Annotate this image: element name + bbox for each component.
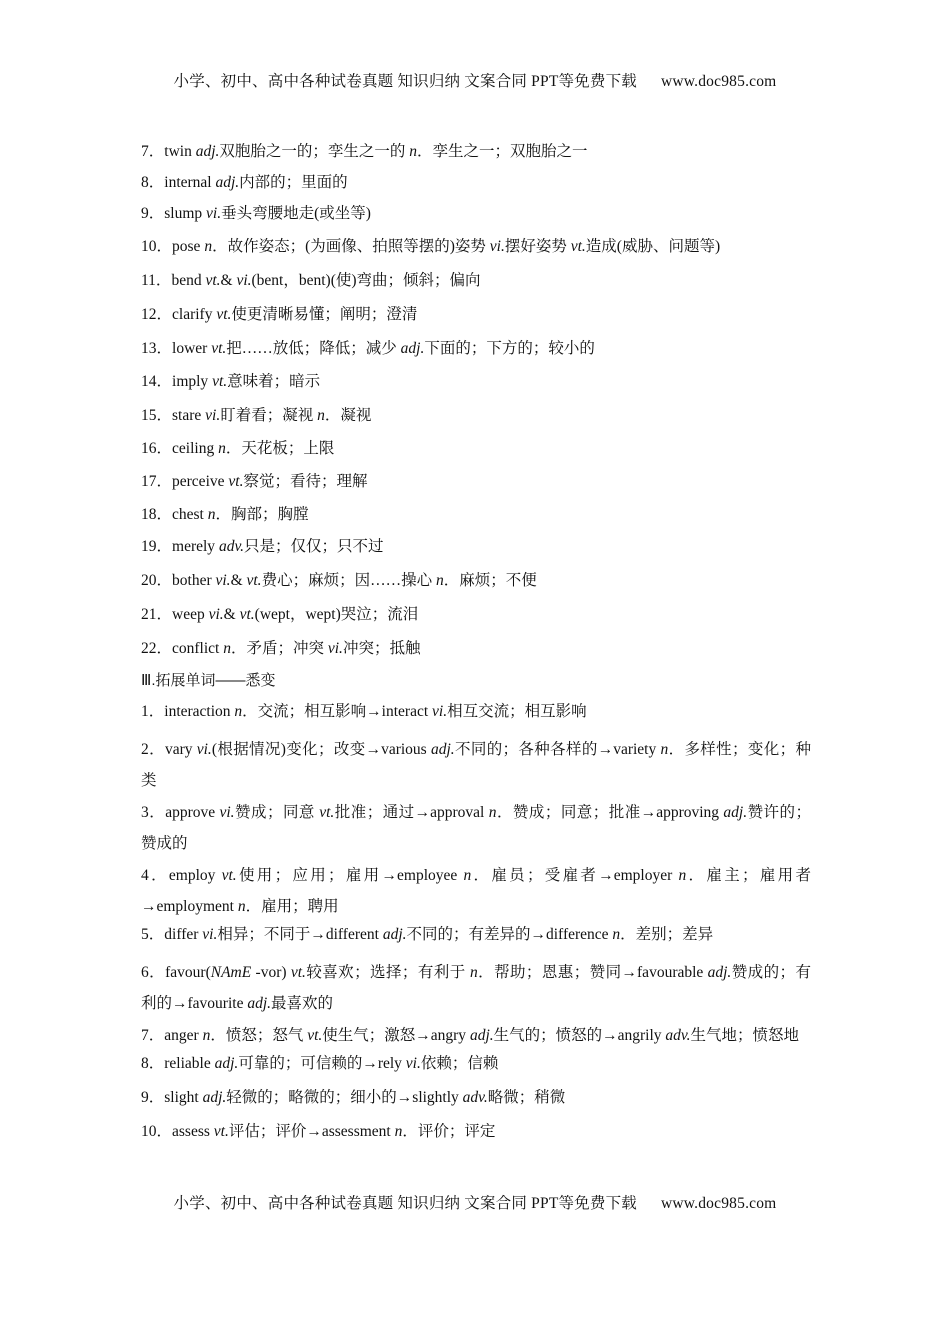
extend-item-6: 6．favour(NAmE -vor) vt.较喜欢；选择；有利于 n．帮助；恩惠；赞同→favourable adj.赞成的；有利的→favourite adj.最喜欢的 xyxy=(141,964,811,1012)
vocab-item-9: 9．slump vi.垂头弯腰地走(或坐等) xyxy=(141,205,371,222)
vocab-item-21: 21．weep vi.& vt.(wept，wept)哭泣；流泪 xyxy=(141,606,419,623)
vocab-item-20: 20．bother vi.& vt.费心；麻烦；因……操心 n．麻烦；不便 xyxy=(141,572,537,589)
extend-item-3: 3．approve vi.赞成；同意 vt.批准；通过→approval n．赞成；同意；批准→approving adj.赞许的；赞成的 xyxy=(141,804,811,852)
vocab-item-12: 12．clarify vt.使更清晰易懂；阐明；澄清 xyxy=(141,306,418,323)
extend-item-1: 1．interaction n．交流；相互影响→interact vi.相互交流；相互影响 xyxy=(141,703,587,720)
vocab-item-11: 11．bend vt.& vi.(bent，bent)(使)弯曲；倾斜；偏向 xyxy=(141,272,481,289)
vocab-item-14: 14．imply vt.意味着；暗示 xyxy=(141,373,321,390)
extend-item-7: 7．anger n．愤怒；怒气 vt.使生气；激怒→angry adj.生气的；愤怒的→angrily adv.生气地；愤怒地 xyxy=(141,1027,800,1044)
vocab-item-16: 16．ceiling n．天花板；上限 xyxy=(141,440,335,457)
footer-url[interactable]: www.doc985.com xyxy=(660,1195,777,1212)
vocab-item-15: 15．stare vi.盯着看；凝视 n．凝视 xyxy=(141,407,372,424)
vocab-item-22: 22．conflict n．矛盾；冲突 vi.冲突；抵触 xyxy=(141,640,421,657)
header-url[interactable]: www.doc985.com xyxy=(660,73,777,90)
extend-item-2: 2．vary vi.(根据情况)变化；改变→various adj.不同的；各种各样的→variety n．多样性；变化；种类 xyxy=(141,741,811,789)
section-title: Ⅲ.拓展单词——悉变 xyxy=(141,672,276,689)
header-text: 小学、初中、高中各种试卷真题 知识归纳 文案合同 PPT等免费下载 xyxy=(173,73,637,90)
vocab-item-17: 17．perceive vt.察觉；看待；理解 xyxy=(141,473,368,490)
extend-item-5: 5．differ vi.相异；不同于→different adj.不同的；有差异的→difference n．差别；差异 xyxy=(141,926,714,943)
page-header xyxy=(0,69,950,91)
extend-item-8: 8．reliable adj.可靠的；可信赖的→rely vi.依赖；信赖 xyxy=(141,1055,499,1072)
vocab-item-19: 19．merely adv.只是；仅仅；只不过 xyxy=(141,538,384,555)
vocab-item-7: 7．twin adj.双胞胎之一的；孪生之一的 n．孪生之一；双胞胎之一 xyxy=(141,143,588,160)
footer-text: 小学、初中、高中各种试卷真题 知识归纳 文案合同 PPT等免费下载 xyxy=(173,1195,637,1212)
vocab-item-8: 8．internal adj.内部的；里面的 xyxy=(141,174,348,191)
extend-item-10: 10．assess vt.评估；评价→assessment n．评价；评定 xyxy=(141,1123,496,1140)
extend-item-4: 4．employ vt.使用；应用；雇用→employee n．雇员；受雇者→employer n．雇主；雇用者→employment n．雇用；聘用 xyxy=(141,867,811,915)
extend-item-9: 9．slight adj.轻微的；略微的；细小的→slightly adv.略微；稍微 xyxy=(141,1089,566,1106)
vocab-item-10: 10．pose n．故作姿态；(为画像、拍照等摆的)姿势 vi.摆好姿势 vt.造成(威胁、问题等) xyxy=(141,238,721,255)
vocab-item-18: 18．chest n．胸部；胸膛 xyxy=(141,506,309,523)
vocab-item-13: 13．lower vt.把……放低；降低；减少 adj.下面的；下方的；较小的 xyxy=(141,340,595,357)
vocabulary-content xyxy=(141,140,811,1144)
page-footer xyxy=(0,1191,950,1213)
